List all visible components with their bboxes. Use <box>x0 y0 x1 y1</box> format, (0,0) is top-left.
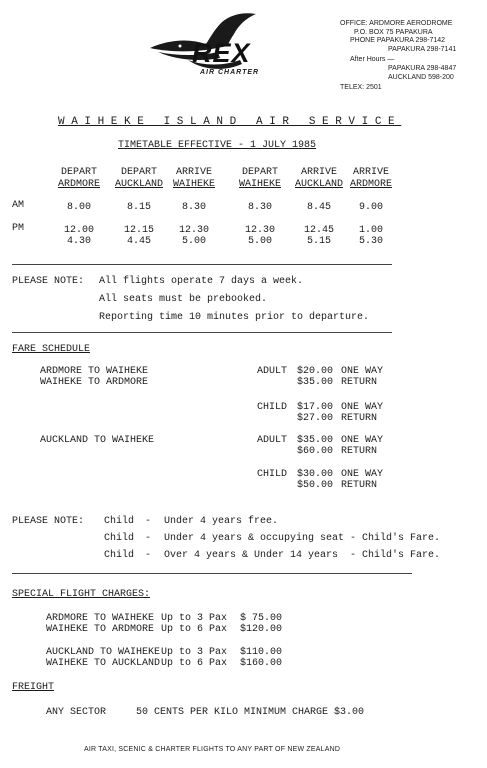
time-cell: 4.30 <box>66 236 91 247</box>
office-line: P.O. BOX 75 PAPAKURA <box>354 28 433 36</box>
time-cell: 12.30 <box>244 225 275 236</box>
time-cell: 8.45 <box>306 202 331 213</box>
page-subtitle: TIMETABLE EFFECTIVE - 1 JULY 1985 <box>118 140 317 151</box>
freight-charge: 50 CENTS PER KILO MINIMUM CHARGE $3.00 <box>136 707 365 718</box>
timetable-header: DEPART WAIHEKE <box>238 167 281 190</box>
special-price: $110.00 <box>240 647 283 658</box>
divider <box>12 264 392 265</box>
timetable-header: DEPART AUCKLAND <box>114 167 163 190</box>
fare-type-child: CHILD <box>257 402 288 413</box>
fare-kinds: ONE WAY RETURN <box>341 469 384 491</box>
fare-heading: FARE SCHEDULE <box>12 344 91 355</box>
fare-amounts: $35.00 $60.00 <box>297 435 334 457</box>
special-route: AUCKLAND TO WAIHEKE <box>46 647 161 658</box>
time-cell: 8.00 <box>66 202 91 213</box>
time-cell: 8.30 <box>247 202 272 213</box>
note-label: PLEASE NOTE: <box>12 276 85 287</box>
special-route: WAIHEKE TO AUCKLAND <box>46 658 161 669</box>
child-rule: Under 4 years free. <box>164 516 279 527</box>
office-line: After Hours — <box>350 56 395 64</box>
timetable-header: ARRIVE WAIHEKE <box>172 167 215 190</box>
office-line: PAPAKURA 298-7141 <box>388 45 457 53</box>
note-label: PLEASE NOTE: <box>12 516 85 527</box>
company-logo <box>148 8 290 84</box>
fare-kinds: ONE WAY RETURN <box>341 435 384 457</box>
special-pax: Up to 6 Pax <box>161 624 228 635</box>
dash: - <box>145 516 152 527</box>
time-cell: 12.45 <box>303 225 334 236</box>
time-cell: 8.15 <box>126 202 151 213</box>
fare-type-adult: ADULT <box>257 366 288 377</box>
dash: - <box>145 550 152 561</box>
special-price: $160.00 <box>240 658 283 669</box>
special-heading: SPECIAL FLIGHT CHARGES: <box>12 589 151 600</box>
time-cell: 5.00 <box>247 236 272 247</box>
time-cell: 4.45 <box>126 236 151 247</box>
time-cell: 8.30 <box>181 202 206 213</box>
office-line: AUCKLAND 598-200 <box>388 73 454 81</box>
special-price: $ 75.00 <box>240 613 283 624</box>
am-label: AM <box>12 200 25 211</box>
fare-route: AUCKLAND TO WAIHEKE <box>40 435 155 446</box>
special-pax: Up to 3 Pax <box>161 613 228 624</box>
page-title: WAIHEKE ISLAND AIR SERVICE <box>58 116 402 128</box>
note-line: All flights operate 7 days a week. <box>99 276 304 287</box>
special-pax: Up to 3 Pax <box>161 647 228 658</box>
dash: - <box>145 533 152 544</box>
timetable-header: DEPART ARDMORE <box>57 167 100 190</box>
time-cell: 5.00 <box>181 236 206 247</box>
office-line: TELEX: 2501 <box>340 84 382 92</box>
time-cell: 9.00 <box>358 202 383 213</box>
freight-heading: FREIGHT <box>12 682 55 693</box>
note-line: Reporting time 10 minutes prior to departure. <box>99 312 370 323</box>
office-address <box>340 20 456 93</box>
time-cell: 12.15 <box>123 225 154 236</box>
time-cell: 5.30 <box>358 236 383 247</box>
fare-type-adult: ADULT <box>257 435 288 446</box>
footer-tagline: AIR TAXI, SCENIC & CHARTER FLIGHTS TO ANY PART OF NEW ZEALAND <box>84 746 341 753</box>
fare-kinds: ONE WAY RETURN <box>341 366 384 388</box>
divider <box>12 332 392 333</box>
fare-amounts: $30.00 $50.00 <box>297 469 334 491</box>
fare-kinds: ONE WAY RETURN <box>341 402 384 424</box>
child-rule: Over 4 years & Under 14 years - Child's Fare. <box>164 550 441 561</box>
logo-sub-text: AIR CHARTER <box>200 69 260 76</box>
special-route: WAIHEKE TO ARDMORE <box>46 624 155 635</box>
special-route: ARDMORE TO WAIHEKE <box>46 613 155 624</box>
time-cell: 1.00 <box>358 225 383 236</box>
office-line: PHONE PAPAKURA 298-7142 <box>350 37 446 45</box>
fare-route: ARDMORE TO WAIHEKE WAIHEKE TO ARDMORE <box>40 366 149 388</box>
fare-amounts: $20.00 $35.00 <box>297 366 334 388</box>
timetable-header: ARRIVE ARDMORE <box>349 167 392 190</box>
child-word: Child <box>104 516 135 527</box>
pm-label: PM <box>12 223 25 234</box>
fare-amounts: $17.00 $27.00 <box>297 402 334 424</box>
child-word: Child <box>104 533 135 544</box>
time-cell: 5.15 <box>306 236 331 247</box>
time-cell: 12.30 <box>178 225 209 236</box>
note-line: All seats must be prebooked. <box>99 294 268 305</box>
special-pax: Up to 6 Pax <box>161 658 228 669</box>
freight-sector: ANY SECTOR <box>46 707 107 718</box>
time-cell: 12.00 <box>63 225 94 236</box>
divider <box>12 573 412 574</box>
office-line: PAPAKURA 298-4847 <box>388 64 457 72</box>
special-price: $120.00 <box>240 624 283 635</box>
timetable-header: ARRIVE AUCKLAND <box>294 167 343 190</box>
child-word: Child <box>104 550 135 561</box>
office-line: OFFICE: ARDMORE AERODROME <box>340 20 453 27</box>
child-rule: Under 4 years & occupying seat - Child's Fare. <box>164 533 441 544</box>
logo-brand-text: REX <box>192 38 251 68</box>
fare-type-child: CHILD <box>257 469 288 480</box>
